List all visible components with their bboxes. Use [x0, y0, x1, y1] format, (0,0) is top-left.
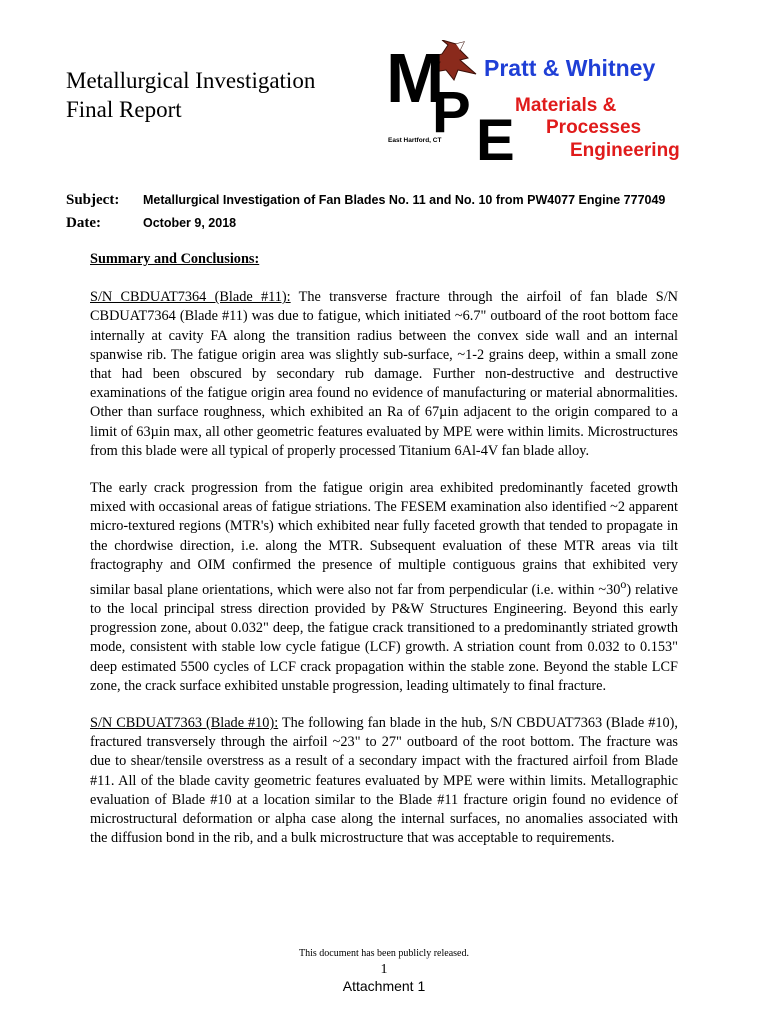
logo-line-engineering: Engineering: [570, 140, 680, 161]
attachment-label: Attachment 1: [342, 978, 426, 994]
crack-progression-paragraph: [90, 479, 678, 696]
subject-row: [66, 191, 665, 209]
logo-line-processes: Processes: [546, 117, 642, 138]
subject-label: Subject:: [66, 192, 120, 208]
logo-letter-p: P: [432, 80, 471, 145]
blade-11-paragraph: [90, 288, 678, 461]
blade-10-label: S/N CBDUAT7363 (Blade #10):: [90, 715, 279, 732]
date-label: Date:: [66, 215, 101, 231]
report-title-line-1: Metallurgical Investigation: [66, 68, 316, 93]
release-note: This document has been publicly released.: [299, 948, 469, 959]
logo-letter-e: E: [476, 108, 515, 165]
subject-value: Metallurgical Investigation of Fan Blades No. 11 and No. 10 from PW4077 Engine 777049: [143, 193, 666, 207]
logo-line-materials: Materials &: [515, 95, 617, 116]
report-title: [66, 66, 315, 124]
crack-progression-text-b: ) relative to the local principal stress direction provided by P&W Structures Engineering. Beyond this early progression zone, about 0.032" deep, the fatigue crack transitioned to a predominantly striated growth mode, consistent with stable low cycle fatigue (LCF) growth. A striation count from 0.032 to 0.153" deep estimated 5500 cycles of LCF crack propagation within the stable zone. Beyond the stable LCF zone, the crack surface exhibited unstable progression, leading ultimately to final fracture.: [90, 581, 678, 694]
summary-heading: Summary and Conclusions:: [90, 251, 260, 267]
degree-superscript: o: [620, 577, 627, 592]
blade-10-paragraph: [90, 714, 678, 848]
logo-location: East Hartford, CT: [388, 137, 442, 144]
crack-progression-text-a: The early crack progression from the fatigue origin area exhibited predominantly faceted growth mixed with occasional areas of fatigue striations. The FESEM examination also identified ~2 apparent micro-textured regions (MTR's) which exhibited near fully faceted growth that tended to propagate in the chordwise direction, i.e. along the MTR. Subsequent evaluation of these MTR areas via tilt fractography and OIM confirmed the presence of multiple contiguous grains that exhibited very similar basal plane orientations, which were also not far from perpendicular (i.e. within ~30: [90, 480, 678, 598]
page-number: 1: [380, 962, 388, 977]
mpe-logo: [384, 40, 704, 165]
logo-letter-m: M: [386, 40, 445, 117]
date-value: October 9, 2018: [143, 216, 237, 230]
blade-10-text: The following fan blade in the hub, S/N CBDUAT7363 (Blade #10), fractured transversely through the airfoil ~23" to 27" outboard of the root bottom. The fracture was due to shear/tensile overstress as a result of a secondary impact with the fractured airfoil from Blade #11. All of the blade cavity geometric features evaluated by MPE were within limits. Metallographic evaluation of Blade #10 at a location similar to the Blade #11 fracture origin found no evidence of microstructural deformation or alpha case along the internal surfaces, no anomalies associated with the diffusion bond in the rib, and a bulk microstructure that was acceptable to requirements.: [90, 715, 678, 847]
report-title-line-2: Final Report: [66, 97, 182, 122]
blade-11-text: The transverse fracture through the airfoil of fan blade S/N CBDUAT7364 (Blade #11) was due to fatigue, which initiated ~6.7" outboard of the root bottom face internally at cavity FA along the transition radius between the convex side wall and an internal spanwise rib. The fatigue origin area was slightly sub-surface, ~1-2 grains deep, within a small zone that had been obscured by secondary rub damage. Further non-destructive and destructive examinations of the fatigue origin area found no evidence of manufacturing or material abnormalities. Other than surface roughness, which exhibited an Ra of 67µin adjacent to the origin compared to a limit of 63µin max, all other geometric features evaluated by MPE were within limits. Microstructures from this blade were all typical of properly processed Titanium 6Al-4V fan blade alloy.: [90, 289, 678, 459]
report-body: [90, 250, 678, 866]
date-row: [66, 214, 236, 232]
logo-company-name: Pratt & Whitney: [484, 55, 656, 81]
blade-11-label: S/N CBDUAT7364 (Blade #11):: [90, 289, 291, 306]
